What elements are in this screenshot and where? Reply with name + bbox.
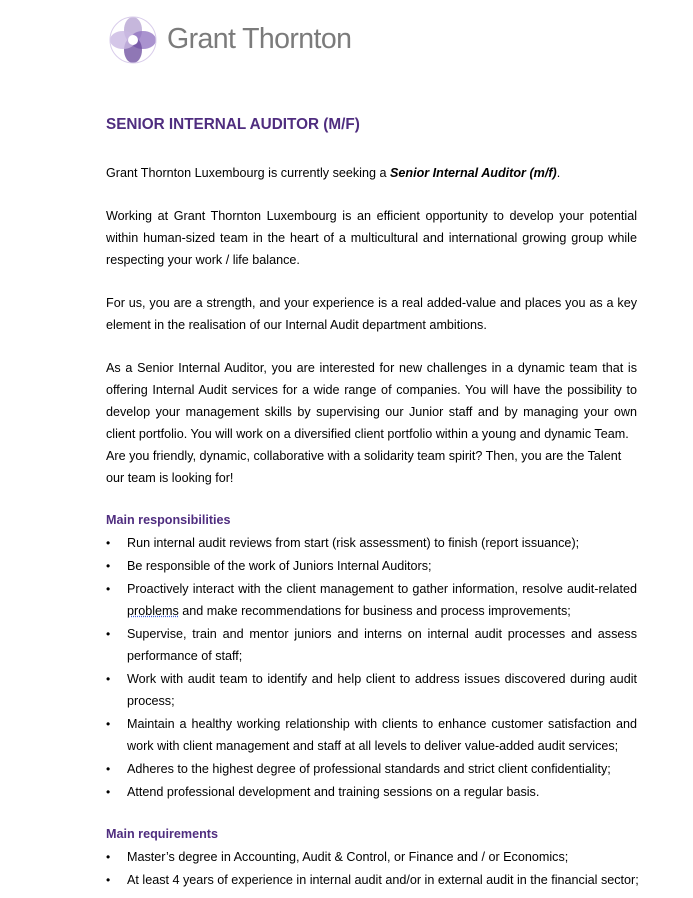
job-posting — [106, 113, 637, 891]
list-item — [106, 758, 637, 780]
job-title: SENIOR INTERNAL AUDITOR (M/F) — [106, 116, 360, 133]
bullet-icon: • — [106, 582, 111, 596]
bullet-icon: • — [106, 850, 111, 864]
list-item-text: Supervise, train and mentor juniors and interns on internal audit processes and assess performance of staff; — [127, 627, 637, 663]
bullet-icon: • — [106, 627, 111, 641]
company-logo — [109, 16, 369, 66]
intro-end: . — [556, 166, 561, 180]
list-item-text: Be responsible of the work of Juniors Internal Auditors; — [127, 559, 432, 573]
paragraph-role-description: As a Senior Internal Auditor, you are interested for new challenges in a dynamic team that is offering Internal Audit services for a wide range of companies. You will have the possibility to develop your management skills by supervising our Junior staff and by managing your own client portfolio. You will work on a diversified client portfolio within a young and dynamic Team. — [106, 361, 637, 441]
list-item — [106, 578, 637, 622]
bullet-icon: • — [106, 672, 111, 686]
list-item-text: Master’s degree in Accounting, Audit & Control, or Finance and / or Economics; — [127, 850, 569, 864]
list-item-text: Proactively interact with the client management to gather information, resolve audit-related — [127, 582, 637, 596]
requirements-heading: Main requirements — [106, 827, 218, 841]
paragraph-work-environment: Working at Grant Thornton Luxembourg is an efficient opportunity to develop your potential within human-sized team in the heart of a multicultural and international growing group while respecting your work / life balance. — [106, 209, 637, 267]
list-item-text: At least 4 years of experience in internal audit and/or in external audit in the financial sector; — [127, 873, 639, 887]
list-item — [106, 846, 637, 868]
grant-thornton-swirl-icon — [109, 16, 157, 64]
list-item-text: Work with audit team to identify and help client to address issues discovered during audit process; — [127, 672, 637, 708]
grammar-flagged-word: problems — [127, 604, 179, 618]
responsibilities-heading: Main responsibilities — [106, 513, 231, 527]
responsibilities-list — [106, 532, 637, 803]
list-item — [106, 555, 637, 577]
bullet-icon: • — [106, 717, 111, 731]
bullet-icon: • — [106, 785, 111, 799]
list-item — [106, 713, 637, 757]
list-item — [106, 623, 637, 667]
bullet-icon: • — [106, 762, 111, 776]
requirements-list — [106, 846, 637, 891]
list-item-text: Attend professional development and training sessions on a regular basis. — [127, 785, 540, 799]
bullet-icon: • — [106, 873, 111, 887]
list-item — [106, 668, 637, 712]
list-item — [106, 532, 637, 554]
intro-text: Grant Thornton Luxembourg is currently seeking a — [106, 166, 390, 180]
list-item — [106, 869, 637, 891]
list-item — [106, 781, 637, 803]
company-wordmark: Grant Thornton — [167, 23, 352, 55]
list-item-text: Maintain a healthy working relationship with clients to enhance customer satisfaction and work with client management and staff at all levels to deliver value-added audit services; — [127, 717, 637, 753]
intro-role: Senior Internal Auditor (m/f) — [389, 166, 557, 180]
bullet-icon: • — [106, 559, 111, 573]
list-item-text: Run internal audit reviews from start (risk assessment) to finish (report issuance); — [127, 536, 580, 550]
intro-paragraph — [106, 162, 637, 184]
list-item-text: Adheres to the highest degree of professional standards and strict client confidentiality; — [127, 762, 611, 776]
paragraph-call-to-action: Are you friendly, dynamic, collaborative with a solidarity team spirit? Then, you are the Talent our team is looking for! — [106, 449, 622, 485]
list-item-text-end: and make recommendations for business and process improvements; — [178, 604, 571, 618]
bullet-icon: • — [106, 536, 111, 550]
paragraph-strength: For us, you are a strength, and your experience is a real added-value and places you as a key element in the realisation of our Internal Audit department ambitions. — [106, 296, 637, 332]
